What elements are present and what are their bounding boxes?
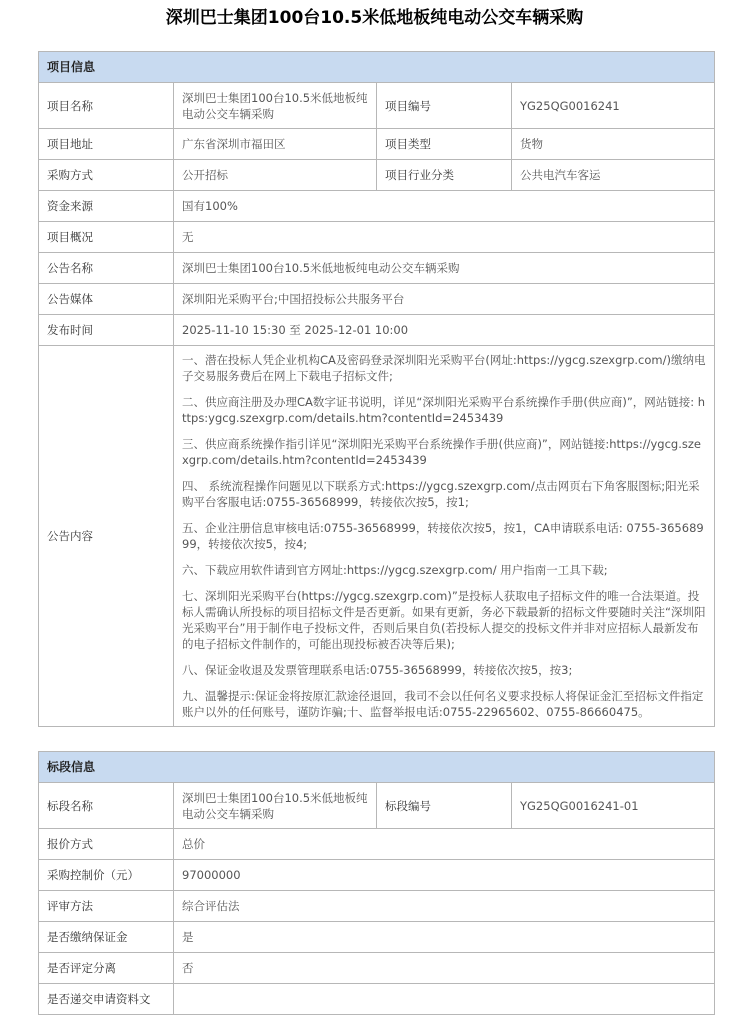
control-price-label: 采购控制价（元） — [39, 860, 174, 891]
project-type-value: 货物 — [512, 129, 715, 160]
notice-paragraph: 七、深圳阳光采购平台(https://ygcg.szexgrp.com)”是投标人获取电子招标文件的唯一合法渠道。投标人需确认所投标的项目招标文件是否更新。如果有更新，务必下载最新的招标文件要随时关注“深圳阳光采购平台”用于制作电子投标文件，否则后果自负(若投标人提交的投标文件并非对应招标人最新发布的电子招标文件制作的，可能出现投标被否决等后果); — [182, 589, 706, 651]
notice-media-label: 公告媒体 — [39, 284, 174, 315]
page-title: 深圳巴士集团100台10.5米低地板纯电动公交车辆采购 — [165, 8, 584, 28]
fund-source-value: 国有100% — [174, 191, 715, 222]
deposit-required-value: 是 — [174, 922, 715, 953]
notice-paragraph: 一、潜在投标人凭企业机构CA及密码登录深圳阳光采购平台(网址:https://ygcg.szexgrp.com/)缴纳电子交易服务费后在网上下载电子招标文件; — [182, 353, 706, 383]
fund-source-label: 资金来源 — [39, 191, 174, 222]
project-overview-label: 项目概况 — [39, 222, 174, 253]
notice-paragraph: 八、保证金收退及发票管理联系电话:0755-36568999，转接依次按5，按3; — [182, 663, 573, 677]
lot-name-value: 深圳巴士集团100台10.5米低地板纯电动公交车辆采购 — [174, 783, 377, 829]
project-info-section-header: 项目信息 — [39, 52, 715, 83]
review-method-value: 综合评估法 — [174, 891, 715, 922]
project-name-value: 深圳巴士集团100台10.5米低地板纯电动公交车辆采购 — [174, 83, 377, 129]
procurement-method-label: 采购方式 — [39, 160, 174, 191]
review-method-label: 评审方法 — [39, 891, 174, 922]
notice-paragraph: 五、企业注册信息审核电话:0755-36568999，转接依次按5，按1，CA申请联系电话: 0755-36568999，转接依次按5，按4; — [182, 521, 704, 551]
publish-time-value: 2025-11-10 15:30 至 2025-12-01 10:00 — [174, 315, 715, 346]
project-industry-label: 项目行业分类 — [377, 160, 512, 191]
notice-media-value: 深圳阳光采购平台;中国招投标公共服务平台 — [174, 284, 715, 315]
lot-code-label: 标段编号 — [377, 783, 512, 829]
procurement-method-value: 公开招标 — [174, 160, 377, 191]
lot-info-table — [38, 751, 715, 1015]
publish-time-label: 发布时间 — [39, 315, 174, 346]
project-industry-value: 公共电汽车客运 — [512, 160, 715, 191]
quote-method-value: 总价 — [174, 829, 715, 860]
deposit-required-label: 是否缴纳保证金 — [39, 922, 174, 953]
submit-application-value — [174, 984, 715, 1015]
project-info-table — [38, 51, 715, 727]
project-type-label: 项目类型 — [377, 129, 512, 160]
project-name-label: 项目名称 — [39, 83, 174, 129]
project-address-value: 广东省深圳市福田区 — [174, 129, 377, 160]
notice-content-label: 公告内容 — [39, 346, 174, 727]
project-code-label: 项目编号 — [377, 83, 512, 129]
notice-paragraph: 九、温馨提示:保证金将按原汇款途径退回，我司不会以任何名义要求投标人将保证金汇至招标文件指定账户以外的任何账号，谨防诈骗;十、监督举报电话:0755-22965602、0755-86660475。 — [182, 689, 704, 719]
notice-name-label: 公告名称 — [39, 253, 174, 284]
notice-name-value: 深圳巴士集团100台10.5米低地板纯电动公交车辆采购 — [174, 253, 715, 284]
lot-info-section-header: 标段信息 — [39, 752, 715, 783]
evaluation-separation-value: 否 — [174, 953, 715, 984]
lot-code-value: YG25QG0016241-01 — [512, 783, 715, 829]
submit-application-label: 是否递交申请资料文 — [39, 984, 174, 1015]
lot-name-label: 标段名称 — [39, 783, 174, 829]
notice-paragraph: 六、下载应用软件请到官方网址:https://ygcg.szexgrp.com/ 用户指南一工具下载; — [182, 563, 608, 577]
project-address-label: 项目地址 — [39, 129, 174, 160]
project-code-value: YG25QG0016241 — [512, 83, 715, 129]
notice-content-value — [174, 346, 715, 727]
control-price-value: 97000000 — [174, 860, 715, 891]
quote-method-label: 报价方式 — [39, 829, 174, 860]
evaluation-separation-label: 是否评定分离 — [39, 953, 174, 984]
notice-paragraph: 二、供应商注册及办理CA数字证书说明，详见“深圳阳光采购平台系统操作手册(供应商)”，网站链接: https:ygcg.szexgrp.com/details.htm?contentId=2453439 — [182, 395, 706, 425]
project-overview-value: 无 — [174, 222, 715, 253]
notice-paragraph: 四、 系统流程操作问题见以下联系方式:https://ygcg.szexgrp.com/点击网页右下角客服图标;阳光采购平台客服电话:0755-36568999，转接依次按5，按1; — [182, 479, 700, 509]
notice-paragraph: 三、供应商系统操作指引详见“深圳阳光采购平台系统操作手册(供应商)”，网站链接:https://ygcg.szexgrp.com/details.htm?contentId=2453439 — [182, 437, 701, 467]
